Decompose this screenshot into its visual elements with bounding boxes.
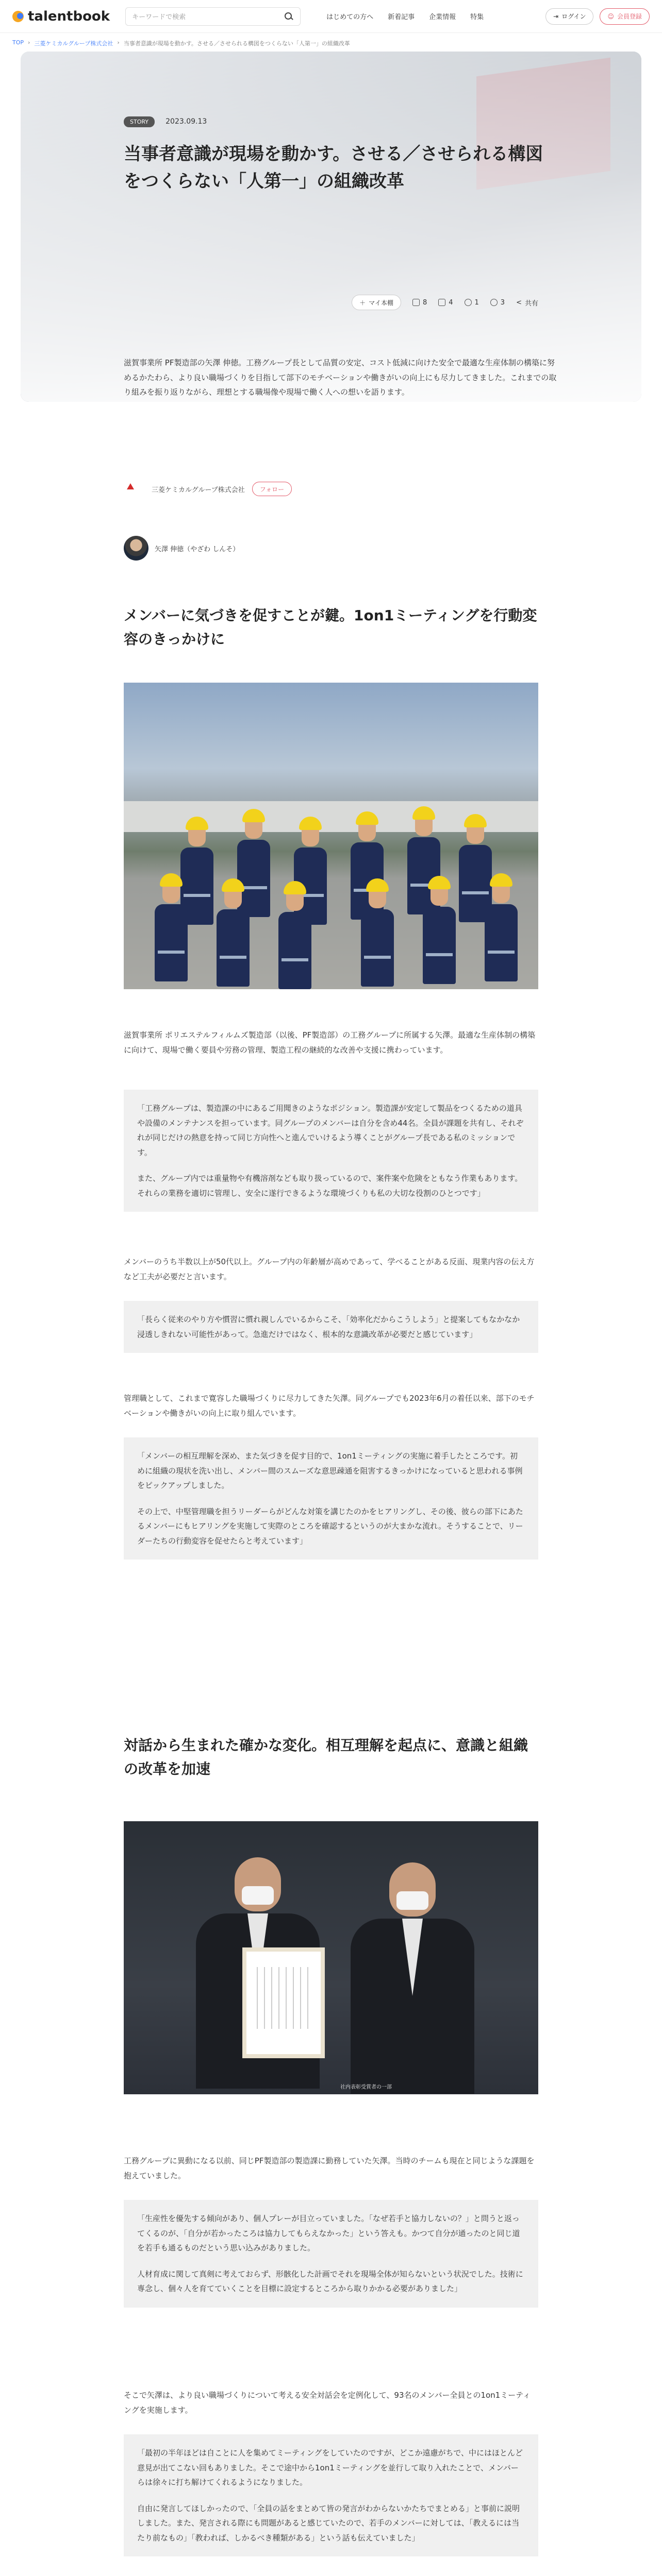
- quote-paragraph: 「工務グループは、製造課の中にあるご用聞きのようなポジション。製造課が安定して製品をつくるための道具や設備のメンテナンスを担っています。同グループのメンバーは自分を含め44名。全員が課題を共有し、それぞれが同じだけの熱意を持って同じ方向性へと進んでいけるよう導くことがグループ長である私のミッションです。: [137, 1104, 524, 1157]
- certificate: [242, 1947, 325, 2058]
- header-actions: [545, 8, 650, 25]
- login-icon: ⇥: [553, 12, 559, 20]
- person-figure: [351, 1862, 474, 2094]
- article-paragraph: 滋賀事業所 ポリエステルフィルムズ製造部（以後、PF製造部）の工務グループに所属する矢澤。最適な生産体制の構築に向けて、現場で働く要員や労務の管理、製造工程の継続的な改善や支援に携わっています。: [124, 1030, 536, 1055]
- nav-item-about[interactable]: はじめての方へ: [326, 13, 374, 21]
- quote-paragraph: 「メンバーの相互理解を深め、また気づきを促す目的で、1on1ミーティングの実施に着手したところです。初めに組織の現状を洗い出し、メンバー間のスムーズな意思疎通を阻害するきっかけになっていると思われる事例をピックアップしました。: [137, 1451, 523, 1490]
- mitsubishi-logo-icon[interactable]: [124, 482, 144, 496]
- quote-paragraph: 「長らく従来のやり方や慣習に慣れ親しんでいるからこそ、「効率化だからこうしよう」と提案してもなかなか浸透しきれない可能性があって。急進だけではなく、根本的な意識改革が必要だと感じています」: [137, 1315, 520, 1339]
- quote-block: [124, 1301, 538, 1353]
- view-count: 1: [465, 299, 479, 307]
- quote-paragraph: その上で、中堅管理職を担うリーダーらがどんな対策を講じたのかをヒアリングし、その後、彼らの部下にあたるメンバーにもヒアリングを実施して実際のところを確認するというのが大まかな流れ。そうすることで、リーダーたちの行動変容を促せたらと考えています」: [137, 1506, 523, 1546]
- quote-paragraph: 「生産性を優先する傾向があり、個人プレーが目立っていました。「なぜ若手と協力しないの？」と問うと返ってくるのが、「自分が若かったころは協力してもらえなかった」という答えも。かつて自分が通ったのと同じ道を若手も通るものだという思い込みがありました。: [137, 2214, 520, 2252]
- article-actions: [352, 295, 538, 310]
- worker-figure: [217, 878, 250, 987]
- like-count[interactable]: 4: [438, 299, 453, 307]
- quote-paragraph: また、グループ内では重量物や有機溶剤なども取り扱っているので、案件案や危険をともなう作業もあります。それらの業務を適切に管理し、安全に遂行できるような環境づくりも私の大切な役割のひとつです」: [137, 1174, 523, 1198]
- worker-figure: [278, 881, 311, 989]
- avatar: [124, 536, 148, 561]
- site-logo[interactable]: [12, 9, 110, 24]
- follow-button[interactable]: フォロー: [252, 482, 292, 496]
- breadcrumb: [12, 39, 350, 47]
- clap-count[interactable]: 3: [490, 299, 505, 307]
- article-title: 当事者意識が現場を動かす。させる／させられる構図をつくらない「人第一」の組織改革: [124, 144, 543, 192]
- nav-item-features[interactable]: 特集: [470, 13, 484, 21]
- login-button[interactable]: [545, 8, 593, 25]
- logo-text: talentbook: [28, 8, 110, 24]
- search-icon[interactable]: [284, 11, 294, 22]
- login-label: ログイン: [561, 13, 586, 20]
- photo-caption: 社内表彰受賞者の一部: [340, 2084, 392, 2090]
- site-header: [0, 0, 662, 33]
- search-placeholder: キーワードで検索: [132, 13, 186, 21]
- story-badge: STORY: [124, 116, 155, 127]
- breadcrumb-current: 当事者意識が現場を動かす。させる／させられる構図をつくらない「人第一」の組織改革: [123, 40, 350, 47]
- section-heading: 対話から生まれた確かな変化。相互理解を起点に、意識と組織の改革を加速: [124, 1737, 528, 1778]
- article-paragraph: 工務グループに異動になる以前、同じPF製造部の製造課に勤務していた矢澤。当時のチームも現在と同じような課題を抱えていました。: [124, 2156, 535, 2180]
- mylist-button[interactable]: [352, 295, 401, 310]
- quote-block: [124, 1090, 538, 1212]
- quote-block: [124, 2200, 538, 2308]
- quote-block: [124, 1437, 538, 1560]
- person-info: [124, 536, 239, 561]
- clap-icon: [490, 299, 498, 306]
- breadcrumb-separator: ›: [28, 39, 30, 46]
- share-button[interactable]: < 共有: [516, 298, 538, 308]
- quote-paragraph: 人材育成に関して真剣に考えておらず、形骸化した計画でそれを現場全体が知らないという状況でした。技術に専念し、個々人を育てていくことを目標に設定するところから取りかかる必要がありました」: [137, 2269, 523, 2293]
- hero-content: [124, 116, 557, 195]
- talentbook-logo-icon: [12, 11, 24, 22]
- register-button[interactable]: [600, 8, 650, 25]
- person-name: 矢澤 伸徳（やざわ しんそ）: [155, 545, 240, 553]
- company-info: [124, 482, 292, 496]
- team-photo: [124, 683, 538, 989]
- bookmark-icon: [412, 299, 420, 306]
- register-label: 会員登録: [617, 13, 642, 20]
- quote-block: [124, 2434, 538, 2556]
- bookmark-count[interactable]: 8: [412, 299, 427, 307]
- article-paragraph: そこで矢澤は、より良い職場づくりについて考える安全対話会を定例化して、93名のメンバー全員との1on1ミーティングを実施します。: [124, 2391, 531, 2415]
- main-nav: [326, 11, 484, 21]
- nav-item-new-articles[interactable]: 新着記事: [388, 13, 415, 21]
- mylist-label: マイ本棚: [369, 299, 393, 307]
- hero-section: [21, 52, 641, 402]
- award-photo: [124, 1821, 538, 2094]
- worker-figure: [485, 873, 518, 981]
- worker-figure: [361, 878, 394, 987]
- company-name[interactable]: 三菱ケミカルグループ株式会社: [152, 486, 245, 494]
- article-paragraph: メンバーのうち半数以上が50代以上。グループ内の年齢層が高めであって、学べることがある反面、現業内容の伝え方など工夫が必要だと言います。: [124, 1257, 535, 1281]
- article-paragraph: 管理職として、これまで寛容した職場づくりに尽力してきた矢澤。同グループでも2023年6月の着任以来、部下のモチベーションや働きがいの向上に取り組んでいます。: [124, 1394, 535, 1418]
- quote-paragraph: 自由に発言してほしかったので、「全員の話をまとめて皆の発言がわからないかたちでまとめる」と事前に説明しました。また、発言される際にも問題があると感じていたので、若手のメンバーに対しては、「教えるには当たり前なもの」「教われば、しかるべき種類がある」という話も伝えていました」: [137, 2503, 520, 2543]
- share-icon: <: [516, 298, 522, 307]
- article-lead: 滋賀事業所 PF製造部の矢澤 伸徳。工務グループ長として品質の安定、コスト低減に向けた安全で最適な生産体制の構築に努めるかたわら、より良い職場づくりを目指して部下のモチベーションや働きがいの向上にも尽力してきました。これまでの取り組みを振り返りながら、理想とする職場像や現場で働く人への想いを語ります。: [124, 358, 557, 397]
- search-input[interactable]: [125, 7, 301, 26]
- user-icon: ☺: [607, 12, 614, 20]
- breadcrumb-company[interactable]: 三菱ケミカルグループ株式会社: [34, 40, 113, 47]
- plus-icon: ＋: [359, 299, 366, 307]
- nav-item-companies[interactable]: 企業情報: [429, 13, 456, 21]
- breadcrumb-top[interactable]: TOP: [12, 39, 24, 46]
- section-heading: メンバーに気づきを促すことが鍵。1on1ミーティングを行動変容のきっかけに: [124, 607, 537, 648]
- publish-date: 2023.09.13: [166, 117, 207, 126]
- worker-figure: [423, 876, 456, 984]
- thumbs-up-icon: [438, 299, 445, 306]
- eye-icon: [465, 299, 472, 306]
- worker-figure: [155, 873, 188, 981]
- breadcrumb-separator: ›: [117, 39, 120, 46]
- quote-paragraph: 「最初の半年ほどは自ことに人を集めてミーティングをしていたのですが、どこか遠慮がちで、中にはほとんど意見が出てこない回もありました。そこで途中から1on1ミーティングを並行して取り入れたことで、メンバーらは徐々に打ち解けてくれるようになりました。: [137, 2448, 523, 2487]
